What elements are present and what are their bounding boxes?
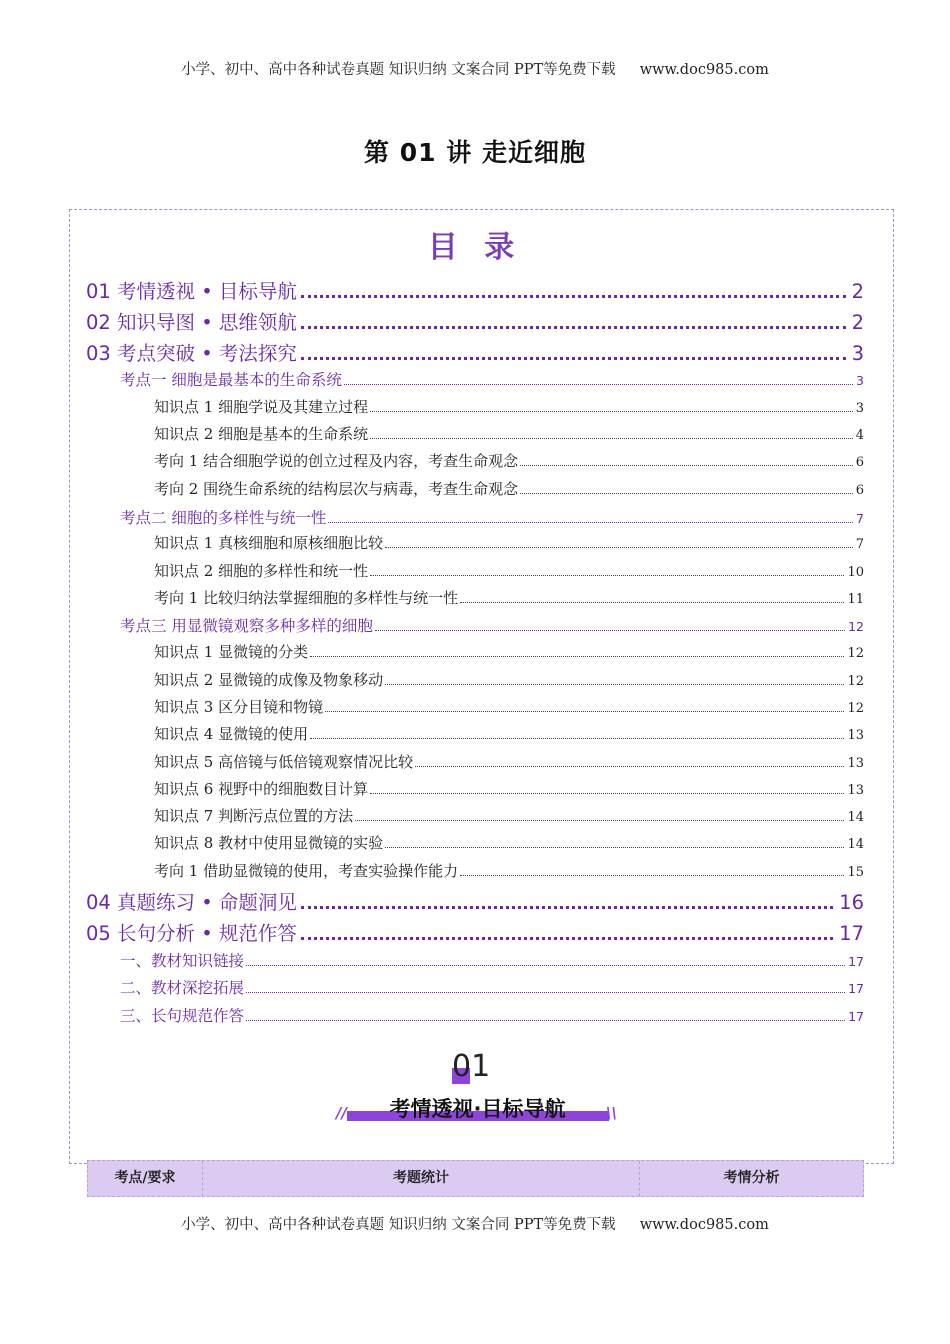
toc-entry[interactable]	[154, 423, 864, 444]
toc-leader-dots	[385, 547, 853, 548]
toc-entry-label: 知识点 2 显微镜的成像及物象移动	[154, 671, 384, 689]
toc-leader-dots	[301, 906, 833, 909]
toc-entry-page: 2	[851, 311, 864, 334]
toc-entry[interactable]	[154, 532, 864, 553]
toc-entry-page: 17	[848, 981, 864, 996]
toc-entry-page: 3	[855, 401, 864, 416]
toc-entry[interactable]	[120, 368, 864, 390]
toc-entry-label: 知识点 4 显微镜的使用	[154, 725, 309, 743]
toc-entry-label: 二、教材深挖拓展	[120, 979, 245, 997]
toc-entry-page: 14	[847, 837, 864, 852]
footer-text: 小学、初中、高中各种试卷真题 知识归纳 文案合同 PPT等免费下载	[181, 1217, 616, 1233]
toc-entry-page: 13	[847, 783, 864, 798]
toc-entry-label: 知识点 1 真核细胞和原核细胞比较	[154, 534, 384, 552]
toc-entry[interactable]	[154, 641, 864, 662]
toc-entry-label: 02 知识导图 • 思维领航	[86, 311, 297, 334]
toc-entry-label: 04 真题练习 • 命题洞见	[86, 891, 297, 914]
toc-entry-page: 11	[847, 592, 864, 607]
toc-entry-label: 知识点 5 高倍镜与低倍镜观察情况比较	[154, 753, 414, 771]
toc-leader-dots	[301, 357, 846, 360]
toc-entry-label: 考点二 细胞的多样性与统一性	[120, 509, 327, 527]
toc-entry-label: 知识点 7 判断污点位置的方法	[154, 807, 354, 825]
toc-entry-page: 3	[851, 342, 864, 365]
toc-entry[interactable]	[120, 506, 864, 528]
toc-entry-page: 17	[839, 922, 864, 945]
toc-entry-label: 三、长句规范作答	[120, 1007, 245, 1025]
toc-entry-page: 10	[847, 565, 864, 580]
toc-leader-dots	[246, 992, 845, 993]
toc-entry-label: 知识点 2 细胞是基本的生命系统	[154, 425, 369, 443]
toc-leader-dots	[370, 575, 844, 576]
section-left-decoration: //	[336, 1104, 347, 1122]
header-text: 小学、初中、高中各种试卷真题 知识归纳 文案合同 PPT等免费下载	[181, 62, 616, 78]
toc-leader-dots	[246, 1020, 845, 1021]
toc-entry-label: 知识点 1 显微镜的分类	[154, 643, 309, 661]
toc-leader-dots	[520, 465, 853, 466]
toc-entry-label: 03 考点突破 • 考法探究	[86, 342, 297, 365]
toc-leader-dots	[328, 522, 853, 523]
toc-entry-page: 3	[856, 373, 864, 388]
section-title-banner	[335, 1093, 620, 1125]
toc-entry[interactable]	[86, 918, 864, 946]
toc-entry[interactable]	[86, 338, 864, 366]
toc-leader-dots	[325, 711, 844, 712]
toc-entry[interactable]	[154, 860, 864, 881]
toc-entry-page: 16	[839, 891, 864, 914]
toc-entry-label: 知识点 6 视野中的细胞数目计算	[154, 780, 369, 798]
toc-leader-dots	[370, 411, 853, 412]
toc-leader-dots	[460, 875, 844, 876]
toc-entry[interactable]	[154, 805, 864, 826]
toc-entry-label: 考向 1 比较归纳法掌握细胞的多样性与统一性	[154, 589, 459, 607]
toc-leader-dots	[375, 630, 845, 631]
toc-entry[interactable]	[86, 276, 864, 304]
toc-entry[interactable]	[120, 614, 864, 636]
toc-leader-dots	[385, 684, 844, 685]
toc-leader-dots	[301, 326, 846, 329]
toc-entry[interactable]	[120, 976, 864, 998]
toc-entry-label: 知识点 1 细胞学说及其建立过程	[154, 398, 369, 416]
toc-entry[interactable]	[154, 669, 864, 690]
section-right-decoration: \\	[606, 1104, 617, 1122]
toc-entry[interactable]	[154, 478, 864, 499]
table-header-cell: 考点/要求	[88, 1161, 203, 1196]
toc-entry[interactable]	[154, 696, 864, 717]
toc-entry[interactable]	[154, 587, 864, 608]
toc-entry[interactable]	[154, 723, 864, 744]
toc-entry[interactable]	[120, 949, 864, 971]
toc-leader-dots	[310, 738, 844, 739]
toc-leader-dots	[370, 438, 853, 439]
toc-entry-label: 01 考情透视 • 目标导航	[86, 280, 297, 303]
toc-entry[interactable]	[154, 396, 864, 417]
toc-entry-page: 17	[848, 1009, 864, 1024]
toc-entry-label: 知识点 8 教材中使用显微镜的实验	[154, 834, 384, 852]
table-header-cell: 考情分析	[723, 1170, 780, 1186]
toc-entry-page: 12	[847, 674, 864, 689]
section-number: 01	[452, 1049, 491, 1084]
toc-leader-dots	[520, 493, 853, 494]
toc-entry[interactable]	[154, 778, 864, 799]
toc-entry[interactable]	[120, 1004, 864, 1026]
toc-entry-page: 13	[847, 756, 864, 771]
page-header	[0, 58, 950, 79]
toc-entry-page: 7	[856, 511, 864, 526]
toc-leader-dots	[370, 793, 844, 794]
toc-entry-page: 12	[847, 646, 864, 661]
toc-entry-page: 15	[847, 865, 864, 880]
toc-leader-dots	[344, 384, 853, 385]
toc-leader-dots	[310, 656, 844, 657]
toc-entry[interactable]	[154, 751, 864, 772]
toc-leader-dots	[246, 965, 845, 966]
section-title: 考情透视·目标导航	[389, 1097, 566, 1121]
toc-entry-page: 17	[848, 954, 864, 969]
toc-entry-page: 6	[855, 455, 864, 470]
toc-heading: 目 录	[427, 230, 523, 265]
toc-leader-dots	[301, 295, 846, 298]
toc-entry-page: 12	[848, 619, 864, 634]
toc-entry-page: 7	[855, 537, 864, 552]
table-header-row	[87, 1160, 864, 1197]
toc-entry[interactable]	[154, 560, 864, 581]
toc-entry-label: 考向 1 借助显微镜的使用，考查实验操作能力	[154, 862, 459, 880]
toc-entry-label: 知识点 2 细胞的多样性和统一性	[154, 562, 369, 580]
footer-site-link[interactable]: www.doc985.com	[639, 1217, 769, 1233]
toc-entry-page: 6	[855, 483, 864, 498]
toc-entry[interactable]	[154, 450, 864, 471]
toc-leader-dots	[415, 766, 844, 767]
toc-entry-label: 一、教材知识链接	[120, 952, 245, 970]
toc-entry-page: 4	[855, 428, 864, 443]
page-footer	[0, 1213, 950, 1234]
toc-entry-label: 考点一 细胞是最基本的生命系统	[120, 371, 342, 389]
header-site-link[interactable]: www.doc985.com	[639, 62, 769, 78]
toc-leader-dots	[460, 602, 844, 603]
toc-entry-label: 考向 2 围绕生命系统的结构层次与病毒，考查生命观念	[154, 480, 519, 498]
page-title: 第 01 讲 走近细胞	[364, 138, 586, 167]
toc-leader-dots	[355, 820, 844, 821]
toc-leader-dots	[385, 847, 844, 848]
toc-entry-label: 05 长句分析 • 规范作答	[86, 922, 297, 945]
toc-entry-page: 14	[847, 810, 864, 825]
toc-entry-page: 2	[851, 280, 864, 303]
toc-entry-page: 13	[847, 728, 864, 743]
toc-entry[interactable]	[86, 307, 864, 335]
toc-entry-label: 知识点 3 区分目镜和物镜	[154, 698, 324, 716]
toc-entry-page: 12	[847, 701, 864, 716]
toc-entry-label: 考向 1 结合细胞学说的创立过程及内容，考查生命观念	[154, 452, 519, 470]
toc-entry-label: 考点三 用显微镜观察多种多样的细胞	[120, 617, 373, 635]
table-header-cell: 考题统计	[203, 1161, 640, 1196]
toc-entry[interactable]	[154, 832, 864, 853]
toc-leader-dots	[301, 937, 833, 940]
toc-entry[interactable]	[86, 887, 864, 915]
